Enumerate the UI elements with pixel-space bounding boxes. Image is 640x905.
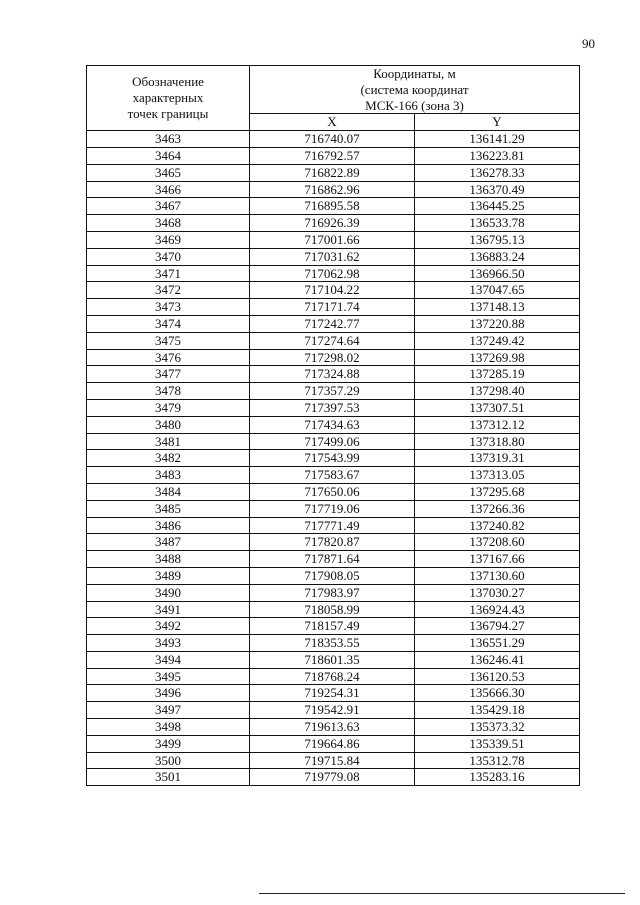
point-id-cell: 3495 xyxy=(87,668,250,685)
table-row xyxy=(87,265,580,282)
x-coordinate-cell: 718157.49 xyxy=(250,618,415,635)
point-id-cell: 3478 xyxy=(87,383,250,400)
point-id-cell: 3497 xyxy=(87,702,250,719)
table-row xyxy=(87,399,580,416)
y-coordinate-cell: 137030.27 xyxy=(415,584,580,601)
coordinates-table xyxy=(86,65,580,786)
point-id-cell: 3463 xyxy=(87,131,250,148)
table-header xyxy=(87,66,580,131)
point-id-cell: 3482 xyxy=(87,450,250,467)
point-id-cell: 3483 xyxy=(87,467,250,484)
point-id-cell: 3494 xyxy=(87,651,250,668)
x-column-header: X xyxy=(250,114,415,131)
point-id-cell: 3476 xyxy=(87,349,250,366)
y-coordinate-cell: 137313.05 xyxy=(415,467,580,484)
x-coordinate-cell: 716895.58 xyxy=(250,198,415,215)
table-row xyxy=(87,366,580,383)
y-coordinate-cell: 137130.60 xyxy=(415,567,580,584)
x-coordinate-cell: 718353.55 xyxy=(250,635,415,652)
table-row xyxy=(87,467,580,484)
y-coordinate-cell: 135666.30 xyxy=(415,685,580,702)
y-coordinate-cell: 137269.98 xyxy=(415,349,580,366)
x-coordinate-cell: 717908.05 xyxy=(250,567,415,584)
table-row xyxy=(87,231,580,248)
y-coordinate-cell: 137047.65 xyxy=(415,282,580,299)
y-coordinate-cell: 137307.51 xyxy=(415,399,580,416)
point-id-cell: 3474 xyxy=(87,315,250,332)
point-header-line: характерных xyxy=(132,90,204,106)
x-coordinate-cell: 716862.96 xyxy=(250,181,415,198)
point-id-cell: 3484 xyxy=(87,483,250,500)
point-id-cell: 3487 xyxy=(87,534,250,551)
coord-header-line: МСК-166 (зона 3) xyxy=(365,97,464,113)
table-row xyxy=(87,147,580,164)
table-row xyxy=(87,584,580,601)
table-row xyxy=(87,416,580,433)
x-coordinate-cell: 717719.06 xyxy=(250,500,415,517)
table-row xyxy=(87,299,580,316)
table-row xyxy=(87,215,580,232)
y-coordinate-cell: 137298.40 xyxy=(415,383,580,400)
x-coordinate-cell: 719715.84 xyxy=(250,752,415,769)
point-id-cell: 3501 xyxy=(87,769,250,786)
table-row xyxy=(87,635,580,652)
table-row xyxy=(87,282,580,299)
y-coordinate-cell: 137220.88 xyxy=(415,315,580,332)
y-coordinate-cell: 137167.66 xyxy=(415,551,580,568)
coordinates-header xyxy=(250,66,580,114)
y-coordinate-cell: 136120.53 xyxy=(415,668,580,685)
point-id-cell: 3473 xyxy=(87,299,250,316)
x-coordinate-cell: 717650.06 xyxy=(250,483,415,500)
table-row xyxy=(87,685,580,702)
table-row xyxy=(87,383,580,400)
point-id-cell: 3480 xyxy=(87,416,250,433)
point-id-cell: 3491 xyxy=(87,601,250,618)
y-coordinate-cell: 137249.42 xyxy=(415,332,580,349)
x-coordinate-cell: 717871.64 xyxy=(250,551,415,568)
point-id-cell: 3479 xyxy=(87,399,250,416)
point-id-cell: 3485 xyxy=(87,500,250,517)
x-coordinate-cell: 716792.57 xyxy=(250,147,415,164)
point-id-cell: 3470 xyxy=(87,248,250,265)
point-designation-header xyxy=(87,66,250,131)
table-row xyxy=(87,752,580,769)
point-id-cell: 3468 xyxy=(87,215,250,232)
y-coordinate-cell: 136794.27 xyxy=(415,618,580,635)
table-row xyxy=(87,567,580,584)
x-coordinate-cell: 719613.63 xyxy=(250,719,415,736)
y-coordinate-cell: 136278.33 xyxy=(415,164,580,181)
y-coordinate-cell: 136370.49 xyxy=(415,181,580,198)
point-id-cell: 3469 xyxy=(87,231,250,248)
y-coordinate-cell: 137312.12 xyxy=(415,416,580,433)
y-coordinate-cell: 136795.13 xyxy=(415,231,580,248)
point-id-cell: 3500 xyxy=(87,752,250,769)
x-coordinate-cell: 717397.53 xyxy=(250,399,415,416)
y-coordinate-cell: 136223.81 xyxy=(415,147,580,164)
y-coordinate-cell: 136445.25 xyxy=(415,198,580,215)
point-id-cell: 3477 xyxy=(87,366,250,383)
y-coordinate-cell: 137295.68 xyxy=(415,483,580,500)
y-coordinate-cell: 136924.43 xyxy=(415,601,580,618)
x-coordinate-cell: 719542.91 xyxy=(250,702,415,719)
x-coordinate-cell: 717298.02 xyxy=(250,349,415,366)
table-row xyxy=(87,164,580,181)
point-id-cell: 3466 xyxy=(87,181,250,198)
point-id-cell: 3472 xyxy=(87,282,250,299)
y-coordinate-cell: 137240.82 xyxy=(415,517,580,534)
x-coordinate-cell: 717104.22 xyxy=(250,282,415,299)
y-coordinate-cell: 137319.31 xyxy=(415,450,580,467)
y-coordinate-cell: 137318.80 xyxy=(415,433,580,450)
y-coordinate-cell: 137285.19 xyxy=(415,366,580,383)
table-row xyxy=(87,702,580,719)
point-id-cell: 3467 xyxy=(87,198,250,215)
x-coordinate-cell: 717171.74 xyxy=(250,299,415,316)
point-id-cell: 3464 xyxy=(87,147,250,164)
coord-header-line: (система координат xyxy=(360,81,469,97)
table-row xyxy=(87,618,580,635)
x-coordinate-cell: 717031.62 xyxy=(250,248,415,265)
point-id-cell: 3465 xyxy=(87,164,250,181)
point-id-cell: 3493 xyxy=(87,635,250,652)
y-column-header: Y xyxy=(415,114,580,131)
y-coordinate-cell: 136883.24 xyxy=(415,248,580,265)
x-coordinate-cell: 716822.89 xyxy=(250,164,415,181)
table-row xyxy=(87,517,580,534)
table-row xyxy=(87,719,580,736)
point-id-cell: 3496 xyxy=(87,685,250,702)
table-row xyxy=(87,131,580,148)
table-row xyxy=(87,198,580,215)
y-coordinate-cell: 135312.78 xyxy=(415,752,580,769)
y-coordinate-cell: 136246.41 xyxy=(415,651,580,668)
x-coordinate-cell: 717274.64 xyxy=(250,332,415,349)
x-coordinate-cell: 718058.99 xyxy=(250,601,415,618)
y-coordinate-cell: 135283.16 xyxy=(415,769,580,786)
table-row xyxy=(87,483,580,500)
table-row xyxy=(87,651,580,668)
table-row xyxy=(87,181,580,198)
point-id-cell: 3490 xyxy=(87,584,250,601)
point-id-cell: 3475 xyxy=(87,332,250,349)
table-row xyxy=(87,769,580,786)
table-row xyxy=(87,668,580,685)
y-coordinate-cell: 136533.78 xyxy=(415,215,580,232)
point-id-cell: 3499 xyxy=(87,735,250,752)
x-coordinate-cell: 717324.88 xyxy=(250,366,415,383)
x-coordinate-cell: 719254.31 xyxy=(250,685,415,702)
y-coordinate-cell: 137208.60 xyxy=(415,534,580,551)
point-header-line: точек границы xyxy=(127,105,209,121)
x-coordinate-cell: 718768.24 xyxy=(250,668,415,685)
x-coordinate-cell: 717583.67 xyxy=(250,467,415,484)
y-coordinate-cell: 137148.13 xyxy=(415,299,580,316)
y-coordinate-cell: 135339.51 xyxy=(415,735,580,752)
point-id-cell: 3486 xyxy=(87,517,250,534)
table-row xyxy=(87,315,580,332)
x-coordinate-cell: 717499.06 xyxy=(250,433,415,450)
table-row xyxy=(87,551,580,568)
table-row xyxy=(87,433,580,450)
table-body xyxy=(87,131,580,786)
point-id-cell: 3492 xyxy=(87,618,250,635)
x-coordinate-cell: 717357.29 xyxy=(250,383,415,400)
point-id-cell: 3471 xyxy=(87,265,250,282)
table-row xyxy=(87,349,580,366)
table-row xyxy=(87,601,580,618)
x-coordinate-cell: 717983.97 xyxy=(250,584,415,601)
table-row xyxy=(87,450,580,467)
x-coordinate-cell: 717062.98 xyxy=(250,265,415,282)
x-coordinate-cell: 717543.99 xyxy=(250,450,415,467)
x-coordinate-cell: 716926.39 xyxy=(250,215,415,232)
y-coordinate-cell: 135373.32 xyxy=(415,719,580,736)
point-id-cell: 3489 xyxy=(87,567,250,584)
x-coordinate-cell: 717820.87 xyxy=(250,534,415,551)
x-coordinate-cell: 719664.86 xyxy=(250,735,415,752)
y-coordinate-cell: 136141.29 xyxy=(415,131,580,148)
y-coordinate-cell: 136966.50 xyxy=(415,265,580,282)
y-coordinate-cell: 136551.29 xyxy=(415,635,580,652)
x-coordinate-cell: 719779.08 xyxy=(250,769,415,786)
page-number: 90 xyxy=(582,36,595,51)
table-row xyxy=(87,534,580,551)
bottom-rule xyxy=(259,893,625,894)
x-coordinate-cell: 717242.77 xyxy=(250,315,415,332)
point-header-line: Обозначение xyxy=(132,74,204,90)
x-coordinate-cell: 717771.49 xyxy=(250,517,415,534)
table-row xyxy=(87,735,580,752)
point-id-cell: 3498 xyxy=(87,719,250,736)
table-row xyxy=(87,332,580,349)
x-coordinate-cell: 718601.35 xyxy=(250,651,415,668)
y-coordinate-cell: 137266.36 xyxy=(415,500,580,517)
coord-header-line: Координаты, м xyxy=(373,66,456,81)
y-coordinate-cell: 135429.18 xyxy=(415,702,580,719)
point-id-cell: 3481 xyxy=(87,433,250,450)
table-row xyxy=(87,248,580,265)
point-id-cell: 3488 xyxy=(87,551,250,568)
x-coordinate-cell: 716740.07 xyxy=(250,131,415,148)
x-coordinate-cell: 717001.66 xyxy=(250,231,415,248)
table-row xyxy=(87,500,580,517)
x-coordinate-cell: 717434.63 xyxy=(250,416,415,433)
